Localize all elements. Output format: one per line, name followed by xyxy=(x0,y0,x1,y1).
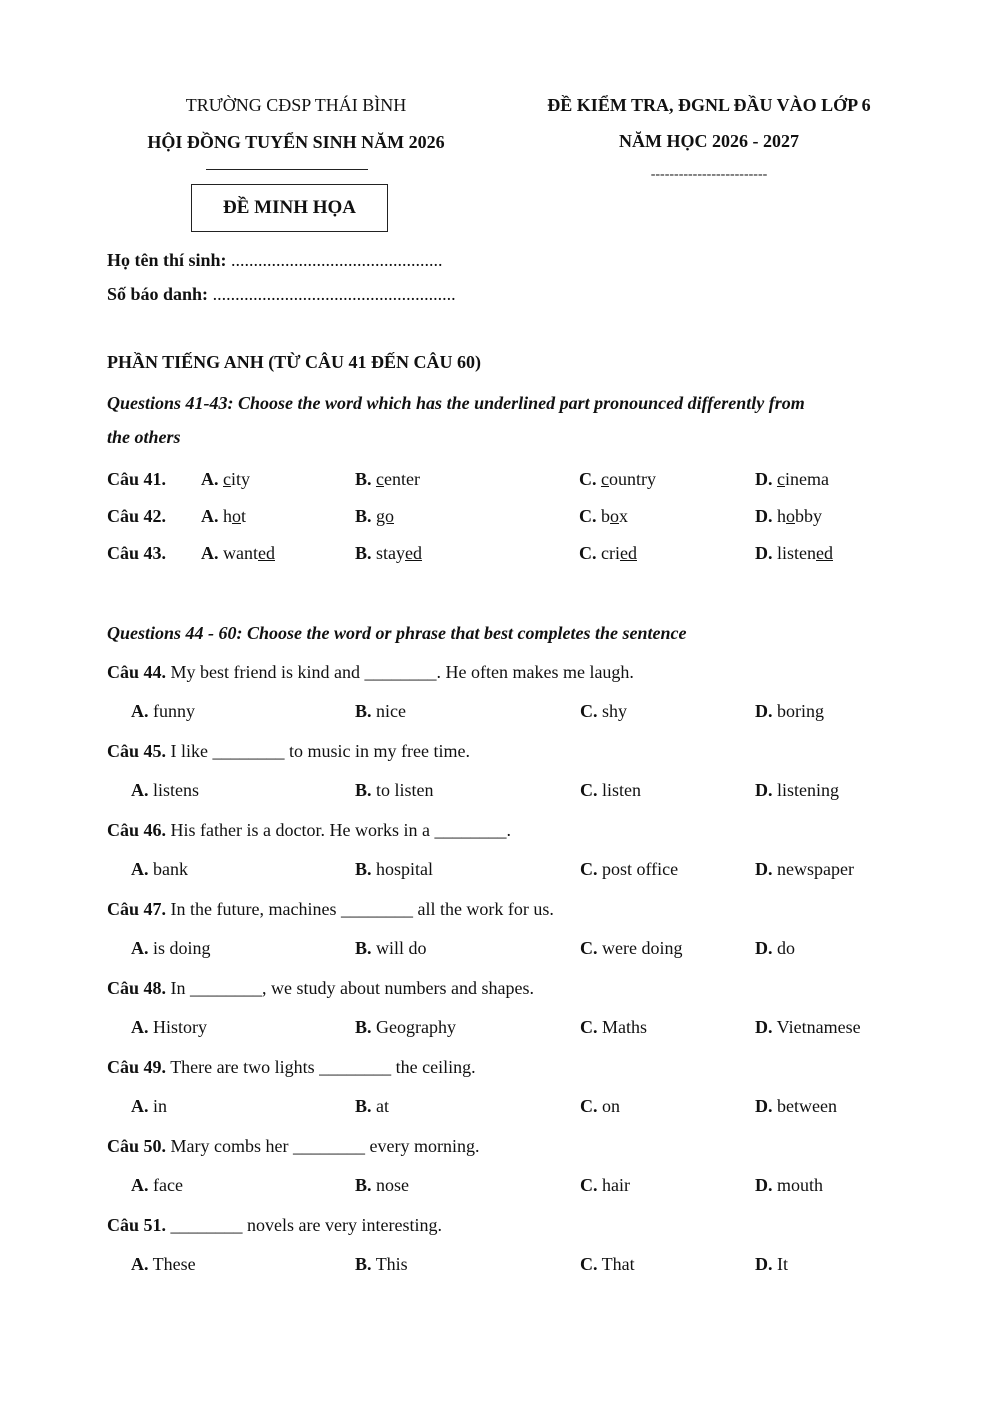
option-text: These xyxy=(148,1254,196,1274)
option-text: newspaper xyxy=(772,859,854,879)
option-letter: A. xyxy=(131,1175,149,1195)
option-text: nice xyxy=(371,701,406,721)
option-letter: C. xyxy=(580,1096,598,1116)
answer-option[interactable] xyxy=(580,938,682,959)
option-text: on xyxy=(597,1096,620,1116)
pronunciation-instruction-line2: the others xyxy=(107,427,181,447)
option-letter: D. xyxy=(755,780,773,800)
option-letter: A. xyxy=(131,701,149,721)
option-text: will do xyxy=(371,938,427,958)
option-text: do xyxy=(772,938,795,958)
option-text: Maths xyxy=(597,1017,647,1037)
answer-option[interactable] xyxy=(131,859,188,880)
answer-option[interactable] xyxy=(355,780,434,801)
sample-exam-label: ĐỀ MINH HỌA xyxy=(223,197,356,218)
option-letter: A. xyxy=(131,1254,149,1274)
option-underlined-part: c xyxy=(223,469,231,489)
option-text: That xyxy=(597,1254,635,1274)
answer-option[interactable] xyxy=(755,469,829,490)
answer-option[interactable] xyxy=(755,1017,861,1038)
option-underlined-part: ed xyxy=(816,543,833,563)
option-word-suffix: ountry xyxy=(609,469,656,489)
option-letter: C. xyxy=(580,1254,598,1274)
option-letter: C. xyxy=(579,543,597,563)
option-text: listens xyxy=(148,780,200,800)
option-underlined-part: c xyxy=(601,469,609,489)
option-text: to listen xyxy=(371,780,434,800)
answer-option[interactable] xyxy=(201,469,250,490)
option-underlined-part: ed xyxy=(619,543,637,563)
question-label: Câu 45. xyxy=(107,741,167,761)
answer-option[interactable] xyxy=(131,1175,183,1196)
option-text: History xyxy=(148,1017,207,1037)
candidate-id-row xyxy=(107,284,456,305)
option-text: is doing xyxy=(148,938,211,958)
question-label: Câu 51. xyxy=(107,1215,167,1235)
option-text: at xyxy=(371,1096,390,1116)
option-letter: B. xyxy=(355,780,372,800)
answer-option[interactable] xyxy=(201,543,275,564)
answer-option[interactable] xyxy=(355,543,422,564)
question-label: Câu 49. xyxy=(107,1057,167,1077)
option-text: face xyxy=(148,1175,183,1195)
question-label: Câu 43. xyxy=(107,543,167,563)
answer-option[interactable] xyxy=(755,859,854,880)
completion-instruction: Questions 44 - 60: Choose the word or phrase that best completes the sentence xyxy=(107,623,687,643)
sample-exam-box xyxy=(191,184,388,232)
candidate-name-field: ............................................... xyxy=(231,250,443,270)
option-letter: C. xyxy=(580,1017,598,1037)
option-letter: C. xyxy=(580,859,598,879)
option-text: hair xyxy=(597,1175,630,1195)
option-letter: B. xyxy=(355,1175,372,1195)
option-text: It xyxy=(772,1254,788,1274)
answer-option[interactable] xyxy=(355,469,420,490)
answer-option[interactable] xyxy=(579,543,637,564)
option-letter: D. xyxy=(755,1175,773,1195)
option-underlined-part: ed xyxy=(258,543,275,563)
option-letter: C. xyxy=(579,469,597,489)
answer-option[interactable] xyxy=(355,1254,408,1275)
option-letter: C. xyxy=(580,1175,598,1195)
option-letter: C. xyxy=(580,780,598,800)
candidate-id-label: Số báo danh: xyxy=(107,284,209,304)
option-text: nose xyxy=(371,1175,410,1195)
answer-option[interactable] xyxy=(131,780,199,801)
option-letter: D. xyxy=(755,1254,773,1274)
header-right-dash-line: ------------------------- xyxy=(650,167,768,182)
answer-option[interactable] xyxy=(131,1096,167,1117)
option-letter: A. xyxy=(201,543,219,563)
answer-option[interactable] xyxy=(355,1017,456,1038)
option-word-suffix: inema xyxy=(785,469,829,489)
option-word-suffix: enter xyxy=(384,469,420,489)
option-underlined-part: go xyxy=(376,506,395,526)
option-letter: B. xyxy=(355,506,372,526)
option-letter: D. xyxy=(755,701,773,721)
question-text: In the future, machines ________ all the work for us. xyxy=(166,899,554,919)
school-name: TRƯỜNG CĐSP THÁI BÌNH xyxy=(185,95,407,115)
answer-option[interactable] xyxy=(355,506,394,527)
question-label: Câu 44. xyxy=(107,662,167,682)
section-title: PHẦN TIẾNG ANH (TỪ CÂU 41 ĐẾN CÂU 60) xyxy=(107,352,482,372)
answer-option[interactable] xyxy=(131,938,211,959)
option-letter: B. xyxy=(355,859,372,879)
option-word-prefix: listen xyxy=(777,543,816,563)
option-letter: D. xyxy=(755,1017,773,1037)
option-letter: A. xyxy=(131,1096,149,1116)
answer-option[interactable] xyxy=(355,859,433,880)
option-letter: D. xyxy=(755,506,773,526)
exam-title: ĐỀ KIỂM TRA, ĐGNL ĐẦU VÀO LỚP 6 xyxy=(547,95,871,115)
option-text: listening xyxy=(772,780,839,800)
option-letter: D. xyxy=(755,543,773,563)
option-word-suffix: t xyxy=(241,506,247,526)
option-word-prefix: b xyxy=(601,506,610,526)
answer-option[interactable] xyxy=(579,506,628,527)
question-text: ________ novels are very interesting. xyxy=(166,1215,442,1235)
question-text: I like ________ to music in my free time. xyxy=(166,741,470,761)
option-letter: A. xyxy=(131,780,149,800)
answer-option[interactable] xyxy=(755,1254,788,1275)
answer-option[interactable] xyxy=(355,701,406,722)
question-text: There are two lights ________ the ceiling. xyxy=(166,1057,476,1077)
option-word-suffix: x xyxy=(619,506,628,526)
answer-option[interactable] xyxy=(755,701,824,722)
option-word-prefix: cri xyxy=(601,543,620,563)
question-stem xyxy=(107,1215,442,1236)
option-letter: C. xyxy=(579,506,597,526)
question-label: Câu 42. xyxy=(107,506,167,526)
option-letter: D. xyxy=(755,1096,773,1116)
question-stem xyxy=(107,978,534,999)
question-text: My best friend is kind and ________. He often makes me laugh. xyxy=(166,662,634,682)
option-letter: B. xyxy=(355,938,372,958)
option-letter: B. xyxy=(355,1096,372,1116)
answer-option[interactable] xyxy=(755,1175,823,1196)
option-text: mouth xyxy=(772,1175,824,1195)
option-word-prefix: want xyxy=(223,543,258,563)
option-text: listen xyxy=(597,780,641,800)
option-underlined-part: c xyxy=(376,469,385,489)
answer-option[interactable] xyxy=(355,1175,409,1196)
answer-option[interactable] xyxy=(755,543,833,564)
question-stem xyxy=(107,1136,479,1157)
option-text: Vietnamese xyxy=(772,1017,861,1037)
answer-option[interactable] xyxy=(580,701,627,722)
option-letter: A. xyxy=(131,938,149,958)
option-word-prefix: h xyxy=(223,506,232,526)
question-text: His father is a doctor. He works in a ________. xyxy=(166,820,511,840)
option-text: in xyxy=(148,1096,168,1116)
option-text: between xyxy=(772,1096,837,1116)
question-stem xyxy=(107,741,470,762)
question-label: Câu 47. xyxy=(107,899,167,919)
option-underlined-part: ed xyxy=(405,543,423,563)
option-text: This xyxy=(371,1254,408,1274)
question-stem xyxy=(107,662,634,683)
council-name: HỘI ĐỒNG TUYỂN SINH NĂM 2026 xyxy=(147,132,445,152)
option-letter: C. xyxy=(580,701,598,721)
option-letter: B. xyxy=(355,701,372,721)
option-word-prefix: stay xyxy=(376,543,406,563)
answer-option[interactable] xyxy=(579,469,656,490)
option-underlined-part: o xyxy=(786,506,795,526)
option-text: bank xyxy=(148,859,188,879)
option-text: were doing xyxy=(597,938,683,958)
option-letter: A. xyxy=(131,1017,149,1037)
header-left-rule xyxy=(206,169,368,170)
option-text: Geography xyxy=(371,1017,456,1037)
option-letter: D. xyxy=(755,859,773,879)
option-letter: A. xyxy=(201,469,219,489)
option-letter: C. xyxy=(580,938,598,958)
option-letter: B. xyxy=(355,1017,372,1037)
answer-option[interactable] xyxy=(580,1175,630,1196)
candidate-name-label: Họ tên thí sinh: xyxy=(107,250,227,270)
option-letter: A. xyxy=(201,506,219,526)
question-label: Câu 46. xyxy=(107,820,167,840)
option-text: funny xyxy=(148,701,195,721)
option-letter: A. xyxy=(131,859,149,879)
answer-option[interactable] xyxy=(131,1017,207,1038)
answer-option[interactable] xyxy=(580,1017,647,1038)
option-word-prefix: h xyxy=(777,506,786,526)
option-text: shy xyxy=(597,701,628,721)
question-label: Câu 50. xyxy=(107,1136,167,1156)
option-text: hospital xyxy=(371,859,434,879)
question-stem xyxy=(107,820,511,841)
pronunciation-instruction-line1: Questions 41-43: Choose the word which has the underlined part pronounced differently from xyxy=(107,393,805,413)
option-letter: B. xyxy=(355,543,372,563)
option-word-suffix: ity xyxy=(231,469,251,489)
candidate-name-row xyxy=(107,250,443,271)
question-text: In ________, we study about numbers and shapes. xyxy=(166,978,534,998)
answer-option[interactable] xyxy=(755,1096,837,1117)
option-text: boring xyxy=(772,701,824,721)
answer-option[interactable] xyxy=(201,506,246,527)
answer-option[interactable] xyxy=(755,938,795,959)
school-year: NĂM HỌC 2026 - 2027 xyxy=(619,131,799,151)
answer-option[interactable] xyxy=(131,701,195,722)
answer-option[interactable] xyxy=(580,1254,635,1275)
option-letter: D. xyxy=(755,938,773,958)
option-letter: B. xyxy=(355,1254,372,1274)
option-underlined-part: c xyxy=(777,469,785,489)
option-underlined-part: o xyxy=(610,506,619,526)
answer-option[interactable] xyxy=(580,859,678,880)
question-stem xyxy=(107,1057,476,1078)
answer-option[interactable] xyxy=(355,1096,389,1117)
option-letter: D. xyxy=(755,469,773,489)
answer-option[interactable] xyxy=(755,506,822,527)
question-label: Câu 48. xyxy=(107,978,167,998)
option-underlined-part: o xyxy=(232,506,241,526)
question-label: Câu 41. xyxy=(107,469,167,489)
candidate-id-field: ...................................................... xyxy=(212,284,456,304)
question-stem xyxy=(107,899,554,920)
answer-option[interactable] xyxy=(131,1254,196,1275)
option-word-suffix: bby xyxy=(795,506,822,526)
question-text: Mary combs her ________ every morning. xyxy=(166,1136,480,1156)
option-text: post office xyxy=(597,859,679,879)
answer-option[interactable] xyxy=(580,1096,620,1117)
answer-option[interactable] xyxy=(755,780,839,801)
answer-option[interactable] xyxy=(355,938,427,959)
option-letter: B. xyxy=(355,469,372,489)
answer-option[interactable] xyxy=(580,780,641,801)
